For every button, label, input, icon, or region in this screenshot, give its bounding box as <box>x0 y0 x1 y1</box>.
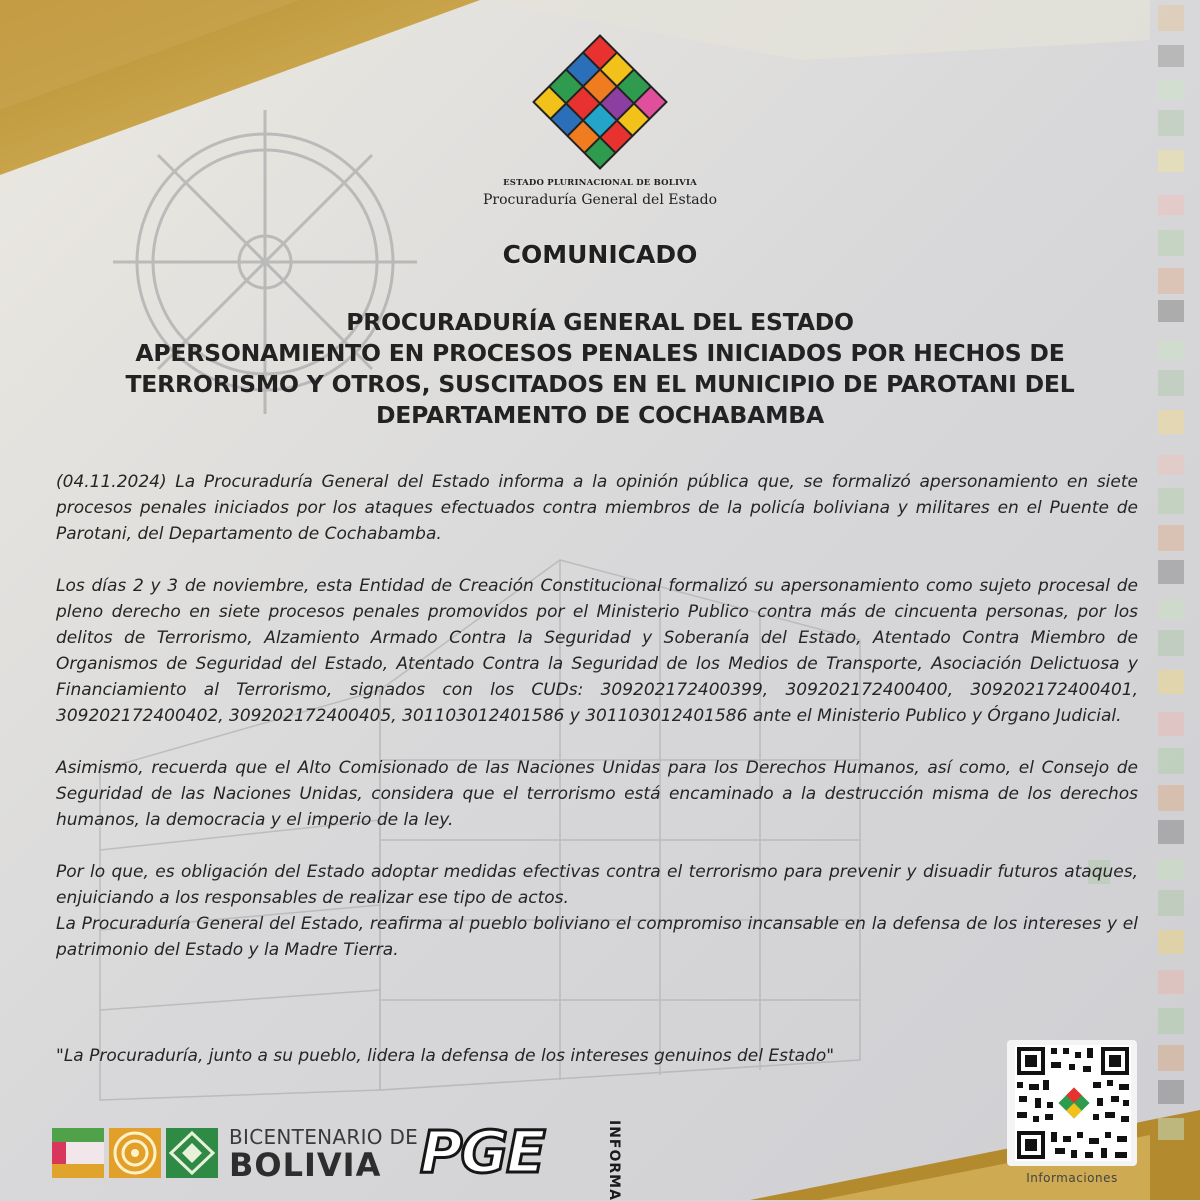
headline-line: PROCURADURÍA GENERAL DEL ESTADO <box>346 308 854 336</box>
paragraph-proceedings: Los días 2 y 3 de noviembre, esta Entidad de Creación Constitucional formalizó su apersonamiento como sujeto procesal de pleno derecho en siete procesos penales promovidos por el Ministerio Publico contra más de cincuenta personas, por los delitos de Terrorismo, Alzamiento Armado Contra la Seguridad y Soberanía del Estado, Atentado Contra Miembro de Organismos de Seguridad del Estado, Atentado Contra la Seguridad de los Medios de Transporte, Asociación Delictuosa y Financiamiento al Terrorismo, signados con los CUDs: 309202172400399, 309202172400400, 309202172400401, 309202172400402, 309202172400405, 301103012401586 y 301103012401586 ante el Ministerio Publico y Órgano Judicial. <box>56 576 1138 726</box>
bolivia-label: BOLIVIA <box>229 1146 382 1184</box>
qr-caption: Informaciones <box>1026 1171 1118 1185</box>
paragraph-intro: (04.11.2024) La Procuraduría General del Estado informa a la opinión pública que, se formalizó apersonamiento en siete procesos penales iniciados por los ataques efectuados contra miembros de la policía boliviana y militares en el Puente de Parotani, del Departamento de Cochabamba. <box>56 472 1138 544</box>
qr-code-icon[interactable] <box>1007 1040 1137 1166</box>
communique-body <box>56 469 1138 963</box>
bicentenario-emblems <box>52 1128 218 1178</box>
qr-code-card[interactable] <box>1007 1040 1137 1166</box>
bolivia-mosaic-emblem <box>530 32 670 172</box>
logo-state-name: ESTADO PLURINACIONAL DE BOLIVIA <box>503 178 697 188</box>
headline-line: DEPARTAMENTO DE COCHABAMBA <box>376 401 824 429</box>
page-title: COMUNICADO <box>502 240 698 269</box>
logo-institution-name: Procuraduría General del Estado <box>482 192 718 208</box>
headline-line: APERSONAMIENTO EN PROCESOS PENALES INICIADOS POR HECHOS DE <box>135 339 1065 367</box>
informa-label-wrap <box>602 1120 624 1201</box>
paragraph-un-reference: Asimismo, recuerda que el Alto Comisionado de las Naciones Unidas para los Derechos Humanos, así como, el Consejo de Seguridad de las Naciones Unidas, considera que el terrorismo está encaminado a la destrucción misma de los derechos humanos, la democracia y el imperio de la ley. <box>56 758 1138 830</box>
pge-logo: PGE <box>420 1118 544 1186</box>
paragraph-commitment: La Procuraduría General del Estado, reafirma al pueblo boliviano el compromiso incansable en la defensa de los intereses y el patrimonio del Estado y la Madre Tierra. <box>56 914 1138 960</box>
bicentenario-label: BICENTENARIO DE <box>229 1125 419 1149</box>
paragraph-obligation: Por lo que, es obligación del Estado adoptar medidas efectivas contra el terrorismo para prevenir y disuadir futuros ataques, enjuiciando a los responsables de realizar ese tipo de actos. <box>56 862 1138 908</box>
informa-label: INFORMA <box>606 1120 622 1201</box>
headline <box>90 307 1110 431</box>
slogan-quote: "La Procuraduría, junto a su pueblo, lidera la defensa de los intereses genuinos del Estado" <box>56 1046 835 1066</box>
headline-line: TERRORISMO Y OTROS, SUSCITADOS EN EL MUNICIPIO DE PAROTANI DEL <box>125 370 1075 398</box>
